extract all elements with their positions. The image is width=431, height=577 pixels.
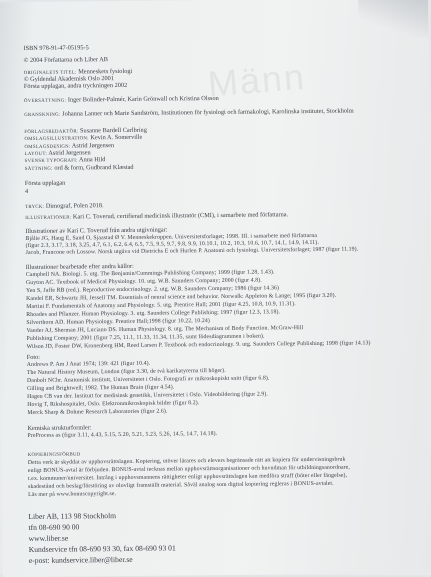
copyright: © 2004 Författarna och Liber AB: [23, 56, 109, 64]
source-line: Silverthorn AD. Human Physiology. Prentice Hall;1998 (figur 10.22, 10.24): [26, 318, 210, 326]
photo-line: Danbolt NChr. Anatomisk institutt, Universitetet i Oslo. Fotografi av mikroskopiskt snitt (figur 6.8).: [26, 375, 270, 384]
chem-heading: Kemiska strukturformler:: [27, 424, 92, 432]
copy-line: skadestånd och beslag/förstöring av olovligt framställt material. Såväl analog som digital kopiering regleras i BONUS-avtalet.: [28, 480, 334, 490]
photo-line: The Natural History Museum, London (figur 3.30, de två karikatyrerna till höger).: [26, 367, 226, 376]
edition-number: 4: [24, 187, 29, 195]
photo-line: Andrews P. Am J Anat 1974; 139: 421 (figur 10.4).: [26, 360, 151, 368]
address-line: e-post: kundservice.liber@liber.se: [28, 554, 133, 565]
isbn: ISBN 978-91-47-05195-5: [23, 44, 89, 52]
print: TRYCK: Dimograf, Polen 2018.: [25, 202, 104, 210]
cover-design: OMSLAGSDESIGN: Astrid Jørgensen: [24, 142, 115, 150]
chem-line: PreProcess as (figur 3.11, 4.43, 5.15, 5.20, 5.21, 5.23, 5.26, 14.5, 14.7, 14.18).: [27, 430, 218, 439]
bleed-through-text: Männ: [206, 55, 308, 105]
address-line: Liber AB, 113 98 Stockholm: [28, 511, 117, 521]
photo-line: Merck Sharp & Dohme Research Laboratories (figur 2.6).: [27, 408, 168, 416]
illus-by-line: Bjålie JG, Haug E, Sand O, Sjaastad Ø V. Menneskekroppen. Universitetsforlaget; 1998. III. i samarbete med författarna: [25, 232, 318, 242]
review: GRANSKNING: Johanna Lanner och Marie Sandström, Institutionen för fysiologi och farmakologi, Karolinska institutet, Stockholm: [24, 107, 354, 118]
copy-line: Detta verk är skyddat av upphovsrättslagen. Kopiering, utöver lärares och elevers begränsade rätt att kopiera för undervisningsbruk: [27, 456, 346, 466]
illus-by-heading: Illustrationer av Kari C. Toverud från andra utgivningar:: [25, 226, 168, 235]
layout-credit: LAYOUT: Astrid Jørgensen: [24, 149, 91, 157]
typesetting: SÄTTNING: ord & form, Gudbrand Klæstad: [24, 163, 134, 172]
source-line: Vander AJ, Sherman JH, Luciano DS. Human Physiology. 8. utg. The Mechanism of Body Function. McGraw-Hill: [26, 325, 304, 334]
source-line: Yen S, Jaffe RB (red.). Reproductive endocrinology. 2. utg. W.B. Saunders Company; 1986 (figur 14.36): [25, 285, 279, 294]
first-edition: Första upplagan: [24, 179, 66, 187]
copy-heading: KOPIERINGSFÖRBUD: [27, 452, 81, 458]
copy-line: t.ex. kommuner/universitet. Intrång i upphovsmannens rättigheter enligt upphovsrättslagen kan medföra straff (böter eller fängelse),: [27, 472, 348, 482]
original-title: ORIGINALETS TITEL: Menneskets fysiologi: [23, 67, 133, 76]
source-line: Wilson JD, Foster DW, Kronenberg HM, Reed Larsen P. Textbook och endocrinology. 9. utg. Saunders College Publishing; 1998 (figur 14.13): [26, 340, 371, 350]
address-line: www.liber.se: [28, 533, 69, 543]
publisher-original: © Gyldendal Akademisk Oslo 2001: [23, 75, 114, 83]
photo-heading: Foto:: [26, 353, 41, 361]
page-shadow: [358, 0, 428, 38]
source-line: Rhoades and Pflanzer. Human Physiology. 3. utg. Saunders College Publishing; 1997 (figur 12.3, 13.18).: [26, 309, 281, 318]
photo-line: Hovig T, Rikshospitalet, Oslo. Elektronmikroskopisk bilder (figur 8.2).: [27, 400, 200, 408]
source-line: Campbell NA. Biologi. 5. utg. The Benjamin/Cummings Publishing Company; 1999 (figur 1.28, 1.43).: [25, 269, 275, 278]
source-line: Publishing Company; 2001 (figur 7.25, 11.1, 11.33, 11.34, 11.35, samt födesdiagrammen i boken).: [26, 333, 265, 342]
source-line: Kandel ER, Schwartz JH, Jessell TM. Essentials of neural science and behavior. Norwalk: Appleton & Lange; 1995 (figur 3.20).: [26, 292, 337, 302]
translation: ÖVERSÄTTNING: Inger Bolinder-Palmér, Karin Grönwall och Kristina Olsson: [24, 94, 219, 104]
photo-line: Gilling and Brightwell; 1982. The Human Brain (figur 4.54).: [27, 384, 175, 392]
photo-line: Hagen CB van der. Institutt for medisinsk genetikk, Universitetet i Oslo. Videobildering (figur 2.9).: [27, 391, 268, 400]
illus-by-line: Jacob, Francone och Lossow. Norsk utgåva vid Dietrichs E och Hurlen P. Anatomi och fysiologi. Universitetsforlaget; 1987 (figur 11.19).: [25, 246, 359, 256]
adapted-heading: Illustrationer bearbetade efter andra källor:: [25, 262, 134, 271]
source-line: Guyton AC. Textbook of Medical Physiology. 10. utg. W.B. Saunders Company; 2000 (figur 4.8).: [25, 277, 262, 286]
address-line: tfn 08-690 90 00: [28, 522, 80, 532]
illustrations: ILLUSTRATIONER: Kari C. Toverud, certifierad medicinsk illustratör (CMI), i samarbete med författarna.: [25, 211, 289, 221]
address-line: Kundservice tfn 08-690 93 30, fax 08-690 93 01: [28, 543, 176, 554]
illus-by-line: (figur 2.3, 3.17, 3.18, 3.25, 4.7, 6.1, 6.2, 6.4, 6.5, 7.5, 9.5, 9.7, 9.8, 9.9, 10.10.1, 10.2, 10.3, 10.6, 10.7, 14.1, 14.9, 14.11).: [25, 239, 319, 249]
edition-note: Första upplagan, andra tryckningen 2002: [23, 81, 128, 90]
typography: SVENSK TYPOGRAFI: Anna Hild: [24, 156, 106, 164]
cover-illustration: OMSLAGSILLUSTRATION: Kevin A. Somerville: [24, 133, 143, 142]
copy-line: enligt BONUS-avtal är förbjuden. BONUS-avtal tecknas mellan upphovsrättsorganisationer och huvudman för utbildningsanordnare,: [27, 464, 350, 474]
copy-line: Läs mer på www.bonuscopyright.se.: [28, 491, 117, 498]
editor: FÖRLAGSREDAKTÖR: Susanne Bardell Carlbring: [24, 126, 147, 135]
source-line: Martini F. Fundamentals of Anatomy and Physiology. 5. utg. Prentice Hall; 2001 (figur 4.25, 10.8, 10.9, 11.31).: [26, 301, 296, 310]
